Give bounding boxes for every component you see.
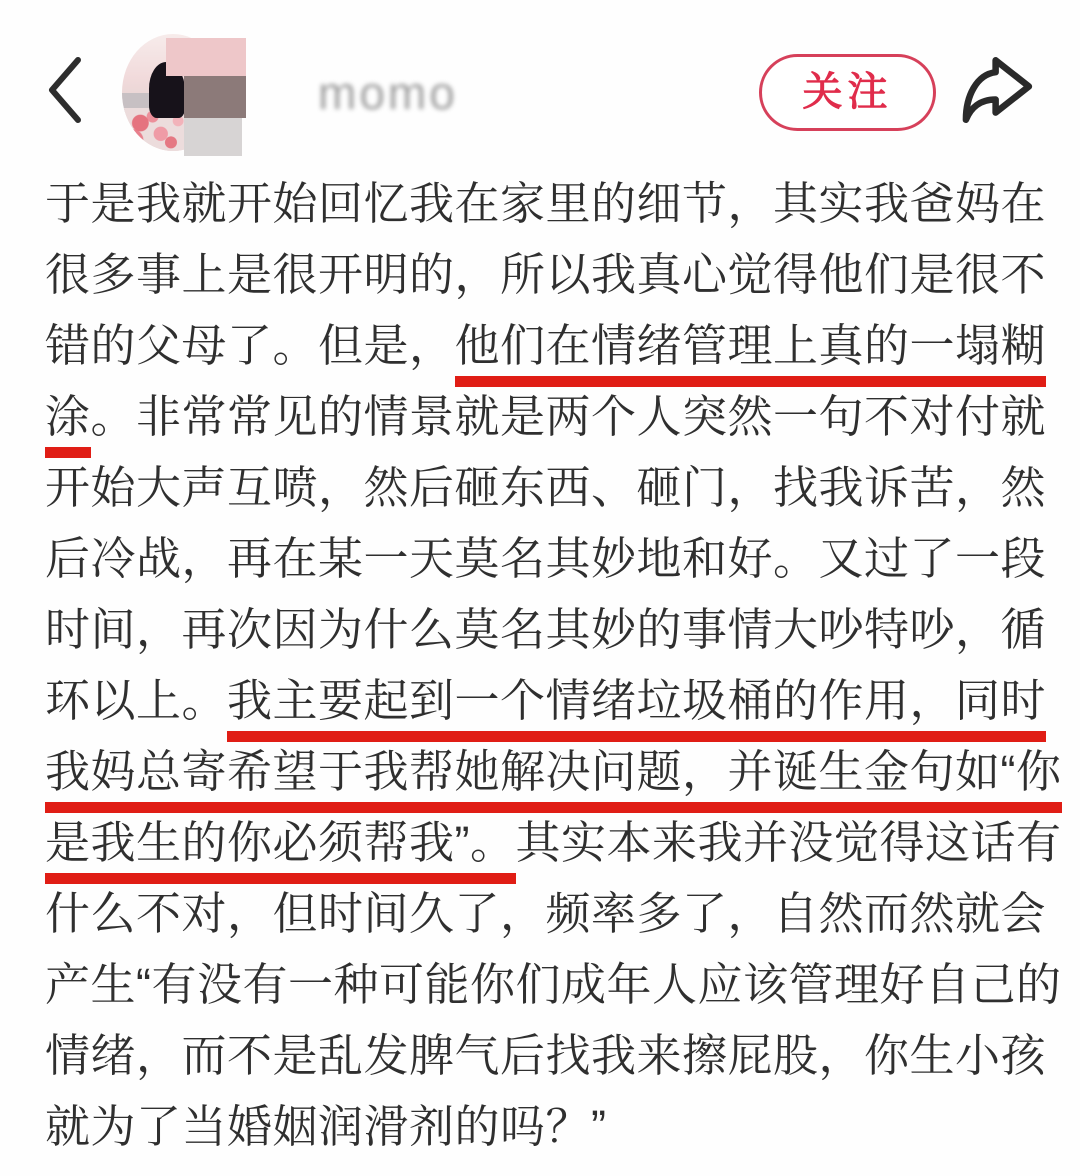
marked-text: 是我生的你必须帮我”。 <box>45 817 516 884</box>
text-line <box>45 310 1047 381</box>
text-line <box>45 452 1047 523</box>
text-run: 很多事上是很开明的，所以我真心觉得他们是很不 <box>45 249 1047 300</box>
username[interactable]: momo <box>318 67 458 119</box>
text-run: 其实本来我并没觉得这话有 <box>515 817 1062 868</box>
text-run: 情绪，而不是乱发脾气后找我来擦屁股，你生小孩 <box>45 1030 1047 1081</box>
text-run: 后冷战，再在某一天莫名其妙地和好。又过了一段 <box>45 533 1047 584</box>
chevron-left-icon <box>40 116 92 131</box>
text-line <box>45 168 1047 239</box>
text-run: 错的父母了。但是， <box>45 320 455 371</box>
top-bar <box>0 0 1080 165</box>
share-button[interactable] <box>960 54 1036 126</box>
text-line <box>45 878 1047 949</box>
marked-text: 涂 <box>45 391 91 458</box>
user-avatar[interactable] <box>120 32 252 156</box>
text-line <box>45 239 1047 310</box>
text-run: 时间，再次因为什么莫名其妙的事情大吵特吵，循 <box>45 604 1047 655</box>
marked-text: 他们在情绪管理上真的一塌糊 <box>455 320 1047 387</box>
text-run: 产生“有没有一种可能你们成年人应该管理好自己的 <box>45 959 1062 1010</box>
post-body <box>45 168 1062 1162</box>
text-line <box>45 949 1062 1020</box>
avatar-mosaic-pink <box>166 38 246 76</box>
text-line <box>45 665 1047 736</box>
text-run: 环以上。 <box>45 675 228 726</box>
text-run: 。非常常见的情景就是两个人突然一句不对付就 <box>90 391 1047 442</box>
avatar-mosaic-gray <box>184 118 242 156</box>
text-line <box>45 523 1047 594</box>
text-run: 开始大声互喷，然后砸东西、砸门，找我诉苦，然 <box>45 462 1047 513</box>
text-line <box>45 594 1047 665</box>
share-arrow-icon <box>960 114 1036 129</box>
text-line <box>45 381 1047 452</box>
text-run: 于是我就开始回忆我在家里的细节，其实我爸妈在 <box>45 178 1047 229</box>
text-line <box>45 1020 1047 1091</box>
back-button[interactable] <box>40 52 92 128</box>
marked-text: 我妈总寄希望于我帮她解决问题，并诞生金句如“你 <box>45 746 1062 813</box>
text-line <box>45 1091 1039 1162</box>
marked-text: 我主要起到一个情绪垃圾桶的作用，同时 <box>227 675 1046 742</box>
text-line <box>45 807 1062 878</box>
text-run: 就为了当婚姻润滑剂的吗？” <box>45 1101 607 1152</box>
avatar-mosaic-brown <box>184 76 246 118</box>
post-text <box>45 168 1062 1162</box>
text-run: 什么不对，但时间久了，频率多了，自然而然就会 <box>45 888 1047 939</box>
follow-button[interactable]: 关注 <box>759 54 936 131</box>
text-line <box>45 736 1062 807</box>
